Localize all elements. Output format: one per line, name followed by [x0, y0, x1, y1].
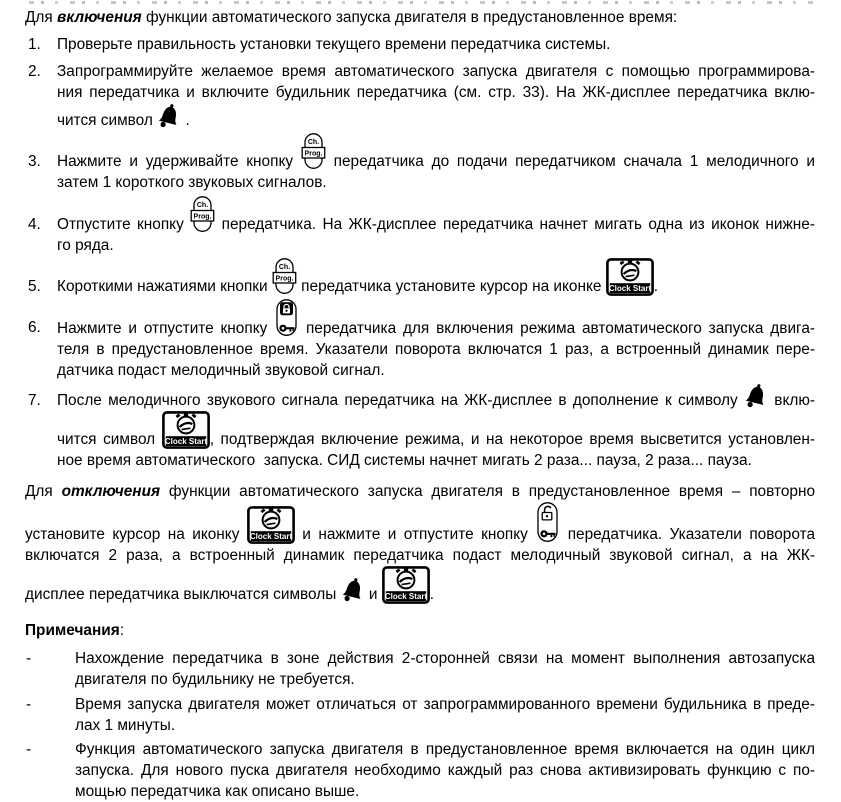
text-segment: Отпустите кнопку [57, 216, 184, 233]
svg-text:Clock Start: Clock Start [164, 437, 207, 446]
intro-paragraph [25, 7, 815, 28]
step-3 [25, 133, 815, 193]
text-line: двигателя по будильнику не требуется. [75, 671, 355, 689]
clock-start-icon [162, 411, 210, 449]
svg-text:Clock Start: Clock Start [384, 592, 427, 601]
step-number: 3. [28, 153, 41, 170]
text-segment: Для [25, 9, 53, 26]
note-3 [25, 739, 815, 802]
text-segment: вклю- [774, 392, 816, 409]
text-line [25, 481, 815, 502]
ch-prog-button-icon [272, 258, 297, 294]
svg-text:Clock Start: Clock Start [608, 284, 651, 293]
text-segment: После мелодичного звукового сигнала передатчика на ЖК-дисплее в дополнение к символу [57, 392, 738, 409]
text-segment: . [429, 586, 435, 603]
step-number: 2. [28, 63, 41, 80]
svg-text:Ch.: Ch. [197, 202, 209, 209]
step-number: 6. [28, 319, 41, 336]
text-line [57, 258, 815, 297]
text-line: затем 1 короткого звуковых сигналов. [57, 174, 327, 191]
text-line: запуска. Для нового пуска двигателя необходимо каждый раз снова активизировать функцию с по- [75, 762, 815, 780]
ch-prog-button-icon [301, 133, 326, 169]
manual-page [0, 1, 841, 802]
text-line: ния передатчика и включите будильник передатчика (см. стр. 33). На ЖК-дисплее передатчика вклю- [57, 84, 815, 101]
step-7 [25, 383, 815, 471]
text-line: Запрограммируйте желаемое время автоматического запуска двигателя с помощью программирова- [57, 63, 815, 80]
text-segment: Для [25, 483, 53, 500]
text-line: Нахождение передатчика в зоне действия 2-сторонней связи на момент выполнения автозапуска [75, 650, 815, 668]
text-segment: дисплее передатчика выключатся символы [25, 586, 337, 603]
bullet-dash: - [26, 741, 32, 759]
lock-key-button-icon [274, 299, 299, 336]
clock-start-icon [382, 566, 430, 604]
text-line [25, 566, 815, 605]
svg-text:Prog.: Prog. [193, 213, 212, 221]
text-line: Время запуска двигателя может отличаться от запрограммированного времени будильника в преде- [75, 696, 815, 714]
text-segment: чится символ [57, 112, 153, 129]
note-1 [25, 648, 815, 690]
text-line [57, 299, 815, 339]
text-line [25, 502, 815, 545]
text-line [57, 103, 815, 131]
bullet-dash: - [26, 696, 32, 714]
text-line: Функция автоматического запуска двигателя в предустановленное время включается на один цикл [75, 741, 815, 759]
svg-text:Clock Start: Clock Start [249, 532, 292, 541]
text-segment: передатчика до подачи передатчиком сначала 1 мелодичного и [333, 153, 816, 170]
ch-prog-button-icon [190, 196, 215, 232]
text-segment: передатчика для включения режима автоматического запуска двига- [305, 320, 815, 337]
text-line: мощью передатчика как описано выше. [75, 783, 360, 801]
bullet-dash: - [26, 650, 32, 668]
text-line: го ряда. [57, 237, 114, 254]
step-4 [25, 196, 815, 256]
text-segment: и нажмите и отпустите кнопку [302, 526, 528, 543]
text-segment: Нажмите и удерживайте кнопку [57, 153, 294, 170]
step-number: 5. [28, 278, 41, 295]
cropped-line-artifact [29, 1, 815, 4]
step-number: 1. [28, 36, 41, 53]
text-segment: передатчика. На ЖК-дисплее передатчика начнет мигать одна из иконок нижне- [221, 216, 815, 233]
text-segment: установите курсор на иконку [25, 526, 240, 543]
text-segment: чится символ [57, 431, 156, 448]
notes-heading [25, 620, 815, 641]
text-line [57, 383, 815, 411]
text-segment: Короткими нажатиями кнопки [57, 278, 268, 295]
text-segment: . [653, 278, 658, 295]
text-line [57, 133, 815, 172]
text-line: датчика подаст мелодичный звуковой сигнал. [57, 362, 385, 379]
alarm-bell-icon [341, 577, 365, 603]
disable-paragraph [25, 481, 815, 605]
text-segment: функции автоматического запуска двигателя в предустановленное время: [146, 9, 678, 26]
text-segment: и [368, 586, 378, 603]
emphasis-disable: отключения [61, 483, 161, 500]
text-line: Проверьте правильность установки текущего времени передатчика системы. [57, 36, 611, 53]
text-segment: . [185, 112, 190, 129]
text-segment: : [119, 622, 124, 640]
text-segment: функции автоматического запуска двигателя в предустановленное время – повторно [168, 483, 816, 500]
text-line: ное время автоматического запуска. СИД системы начнет мигать 2 раза... пауза, 2 раза... пауза. [57, 452, 752, 469]
step-5 [25, 258, 815, 297]
text-line: теля в предустановленное время. Указатели поворота включатся 1 раз, а встроенный динамик пере- [57, 341, 815, 358]
clock-start-icon [247, 506, 295, 544]
step-6 [25, 299, 815, 381]
svg-text:Prog.: Prog. [304, 150, 323, 158]
alarm-bell-icon [744, 383, 768, 409]
svg-text:Ch.: Ch. [307, 139, 319, 146]
step-number: 4. [28, 216, 41, 233]
clock-start-icon [606, 258, 654, 296]
svg-text:Prog.: Prog. [275, 275, 294, 283]
unlock-key-button-icon [535, 502, 560, 542]
text-line: включатся 2 раза, а встроенный динамик передатчика подаст мелодичный звуковой сигнал, а на ЖК- [25, 547, 815, 564]
text-line [57, 411, 815, 450]
text-segment: , подтверждая включение режима, и на некоторое время высветится установлен- [209, 431, 815, 448]
note-2 [25, 694, 815, 736]
svg-text:Ch.: Ch. [278, 264, 291, 271]
notes-heading-text: Примечания [25, 622, 120, 640]
text-segment: Нажмите и отпустите кнопку [57, 320, 268, 337]
text-line: лах 1 минуты. [75, 717, 176, 735]
emphasis-enable: включения [57, 9, 142, 26]
text-line [57, 196, 815, 235]
text-segment: передатчика. Указатели поворота [567, 526, 816, 543]
step-2 [25, 61, 815, 131]
alarm-bell-icon [157, 103, 181, 129]
text-segment: передатчика установите курсор на иконке [301, 278, 602, 295]
step-1 [25, 34, 815, 55]
step-number: 7. [28, 392, 41, 409]
